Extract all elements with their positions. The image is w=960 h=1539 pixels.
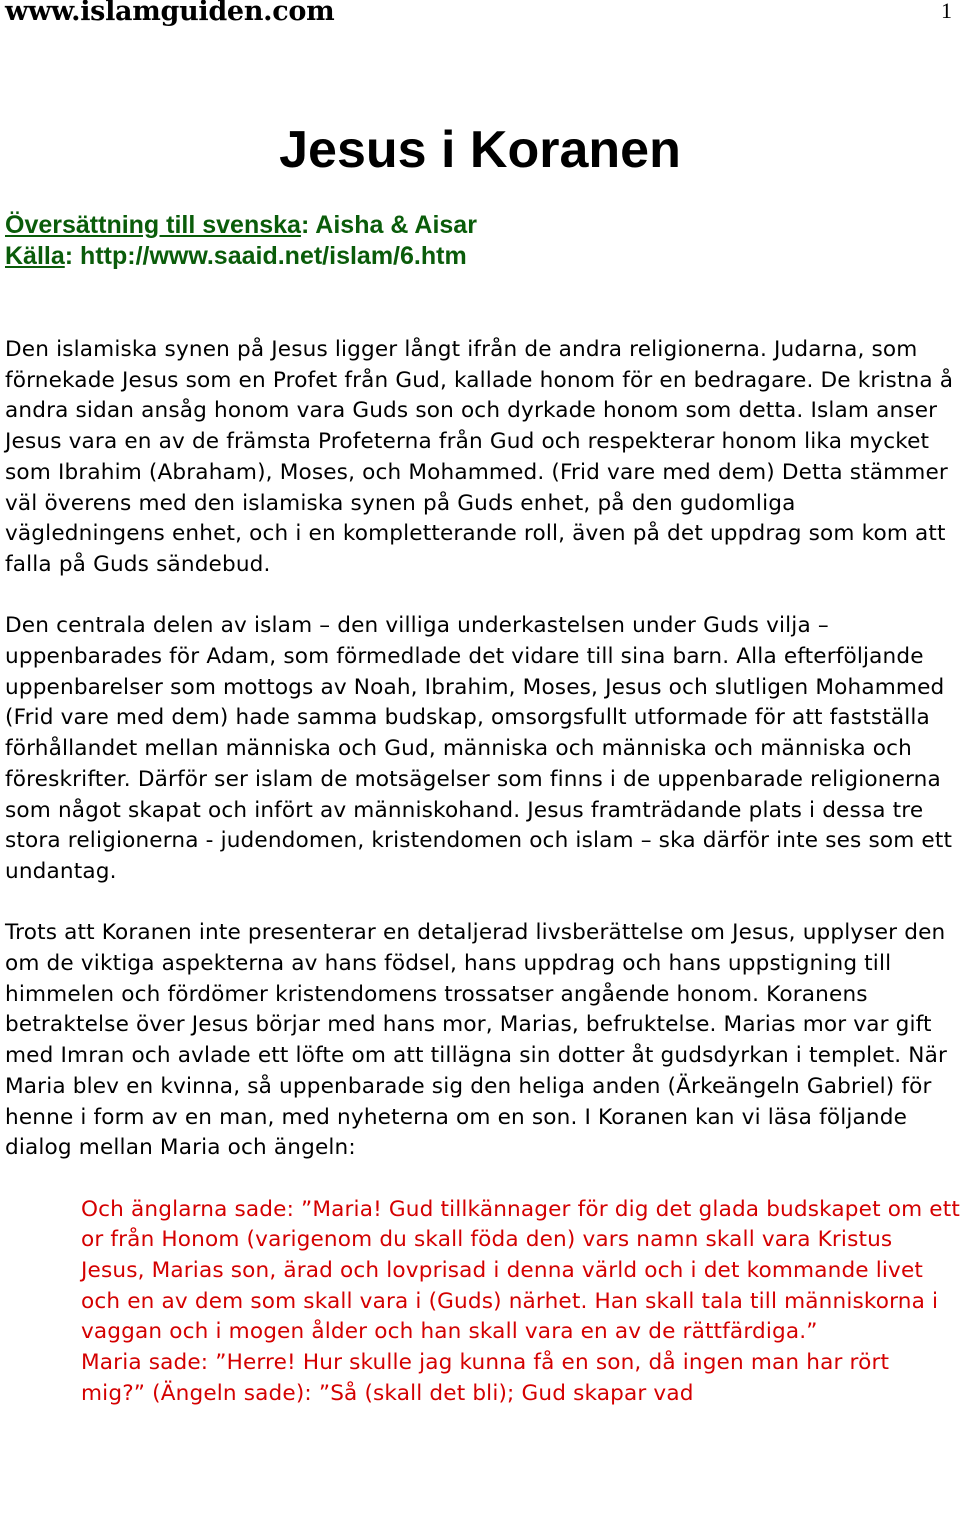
page-header: [5, 0, 960, 30]
site-name: www.islamguiden.com: [5, 0, 335, 27]
quote-line-2: Maria sade: ”Herre! Hur skulle jag kunna få en son, då ingen man har rört mig?” (Ängeln sade): ”Så (skall det bli); Gud skapar vad: [81, 1350, 890, 1406]
paragraph-3: Trots att Koranen inte presenterar en detaljerad livsberättelse om Jesus, upplyser den om de viktiga aspekterna av hans födsel, hans uppdrag och hans uppstigning till himmelen och fördömer kristendomens trossatser angående honom. Koranens betraktelse över Jesus börjar med hans mor, Marias, befruktelse. Marias mor var gift med Imran och avlade ett löfte om att tillägna sin dotter åt gudsdyrkan i templet. När Maria blev en kvinna, så uppenbarade sig den heliga anden (Ärkeängeln Gabriel) för henne i form av en man, med nyheterna om en son. I Koranen kan vi läsa följande dialog mellan Maria och ängeln:: [5, 920, 948, 1161]
source-url[interactable]: http://www.saaid.net/islam/6.htm: [80, 242, 467, 270]
paragraph-1: Den islamiska synen på Jesus ligger långt ifrån de andra religionerna. Judarna, som förnekade Jesus som en Profet från Gud, kallade honom för en bedragare. De kristna å andra sidan ansåg honom vara Guds son och dyrkade honom som detta. Islam anser Jesus vara en av de främsta Profeterna från Gud och respekterar honom lika mycket som Ibrahim (Abraham), Moses, och Mohammed. (Frid vare med dem) Detta stämmer väl överens med den islamiska synen på Guds enhet, på den gudomliga vägledningens enhet, och i en kompletterande roll, även på det uppdrag som kom att falla på Guds sändebud.: [5, 337, 954, 577]
translation-link[interactable]: Översättning till svenska: [5, 211, 301, 239]
quote-line-1: Och änglarna sade: ”Maria! Gud tillkännager för dig det glada budskapet om ett or från Honom (varigenom du skall föda den) vars namn skall vara Kristus Jesus, Marias son, ärad och lovprisad i denna värld och i det kommande livet och en av dem som skall vara i (Guds) närhet. Han skall tala till människorna i vaggan och i mogen ålder och han skall vara en av de rättfärdiga.”: [81, 1196, 960, 1345]
page-title: Jesus i Koranen: [279, 121, 681, 179]
article-meta: [5, 210, 477, 272]
translation-value: Aisha & Aisar: [315, 211, 477, 239]
page-number: 1: [941, 0, 952, 23]
source-separator: :: [64, 242, 81, 270]
source-link[interactable]: Källa: [5, 242, 65, 270]
translation-line: [5, 210, 477, 241]
source-line: [5, 241, 477, 272]
translation-separator: :: [300, 211, 316, 239]
paragraph-2: Den centrala delen av islam – den villiga underkastelsen under Guds vilja – uppenbarades för Adam, som förmedlade det vidare till sina barn. Alla efterföljande uppenbarelser som mottogs av Noah, Ibrahim, Moses, Jesus och slutligen Mohammed (Frid vare med dem) hade samma budskap, omsorgsfullt utformade för att fastställa förhållandet mellan människa och Gud, människa och människa och människa och föreskrifter. Därför ser islam de motsägelser som finns i de uppenbarade religionerna som något skapat och infört av människohand. Jesus framträdande plats i dessa tre stora religionerna - judendomen, kristendomen och islam – ska därför inte ses som ett undantag.: [5, 613, 953, 884]
article-body: [5, 335, 960, 1410]
quran-quote: [5, 1195, 960, 1410]
